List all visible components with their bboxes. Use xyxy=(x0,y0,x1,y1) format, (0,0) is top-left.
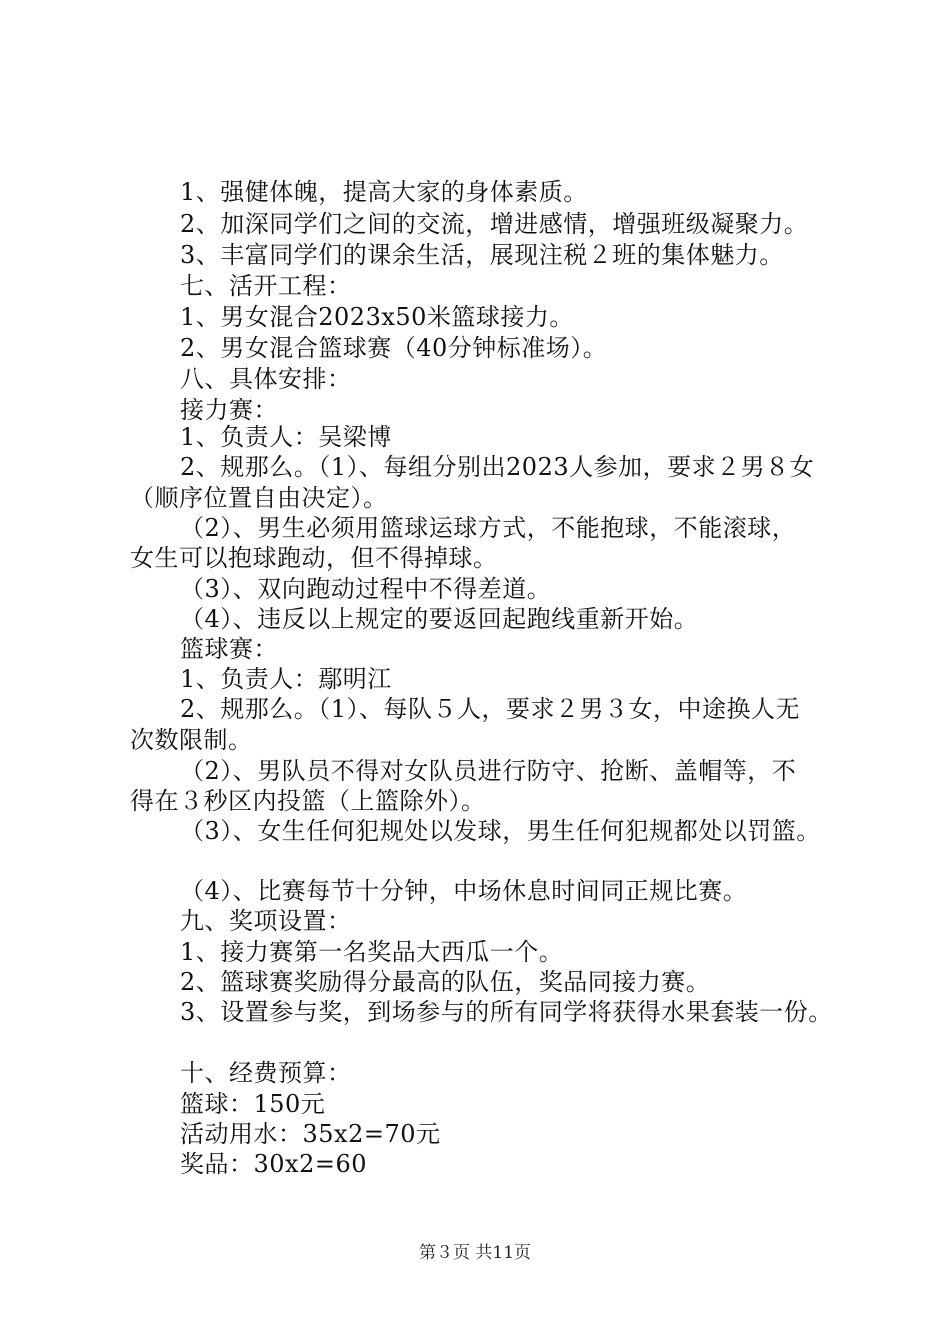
text-line: （2）、男队员不得对女队员进行防守、抢断、盖帽等，不 xyxy=(180,757,797,785)
text-line: 1、强健体魄，提高大家的身体素质。 xyxy=(180,178,588,206)
text-line: 篮球：150元 xyxy=(180,1090,326,1118)
subsection-heading: 接力赛： xyxy=(180,396,278,424)
text-line: 2、加深同学们之间的交流，增进感情，增强班级凝聚力。 xyxy=(180,210,809,238)
text-line: （3）、双向跑动过程中不得差道。 xyxy=(180,575,552,603)
text-line: （2）、男生必须用篮球运球方式，不能抱球，不能滚球， xyxy=(180,514,797,542)
text-line: 奖品：30x2=60 xyxy=(180,1150,367,1178)
text-line: 2、篮球赛奖励得分最高的队伍，奖品同接力赛。 xyxy=(180,968,711,996)
text-line: 2、男女混合篮球赛（40分钟标准场）。 xyxy=(180,334,608,362)
text-line: 1、负责人：鄢明江 xyxy=(180,665,392,693)
section-heading: 九、奖项设置： xyxy=(180,907,352,935)
text-line: 1、接力赛第一名奖品大西瓜一个。 xyxy=(180,938,564,966)
section-heading: 十、经费预算： xyxy=(180,1059,352,1087)
text-line: （顺序位置自由决定）。 xyxy=(130,484,388,512)
text-line: 3、丰富同学们的课余生活，展现注税２班的集体魅力。 xyxy=(180,241,784,269)
text-line: 3、设置参与奖，到场参与的所有同学将获得水果套装一份。 xyxy=(180,998,833,1026)
text-line: 2、规那么。（1）、每组分别出2023人参加，要求２男８女 xyxy=(180,453,815,481)
text-line: 得在３秒区内投篮（上篮除外）。 xyxy=(130,787,486,815)
text-line: （4）、违反以上规定的要返回起跑线重新开始。 xyxy=(180,605,699,633)
section-heading: 八、具体安排： xyxy=(180,365,352,393)
text-line: 次数限制。 xyxy=(130,726,253,754)
page-footer: 第３页 共11页 xyxy=(418,1243,532,1263)
text-line: 2、规那么。（1）、每队５人，要求２男３女，中途换人无 xyxy=(180,695,801,723)
text-line: （3）、女生任何犯规处以发球，男生任何犯规都处以罚篮。 xyxy=(180,817,821,845)
text-line: 活动用水：35x2=70元 xyxy=(180,1120,441,1148)
subsection-heading: 篮球赛： xyxy=(180,635,278,663)
text-line: 1、负责人：吴梁博 xyxy=(180,423,392,451)
section-heading: 七、活开工程： xyxy=(180,272,352,300)
text-line: （4）、比赛每节十分钟，中场休息时间同正规比赛。 xyxy=(180,877,748,905)
text-line: 1、男女混合2023x50米篮球接力。 xyxy=(180,303,574,331)
text-line: 女生可以抱球跑动，但不得掉球。 xyxy=(130,544,498,572)
